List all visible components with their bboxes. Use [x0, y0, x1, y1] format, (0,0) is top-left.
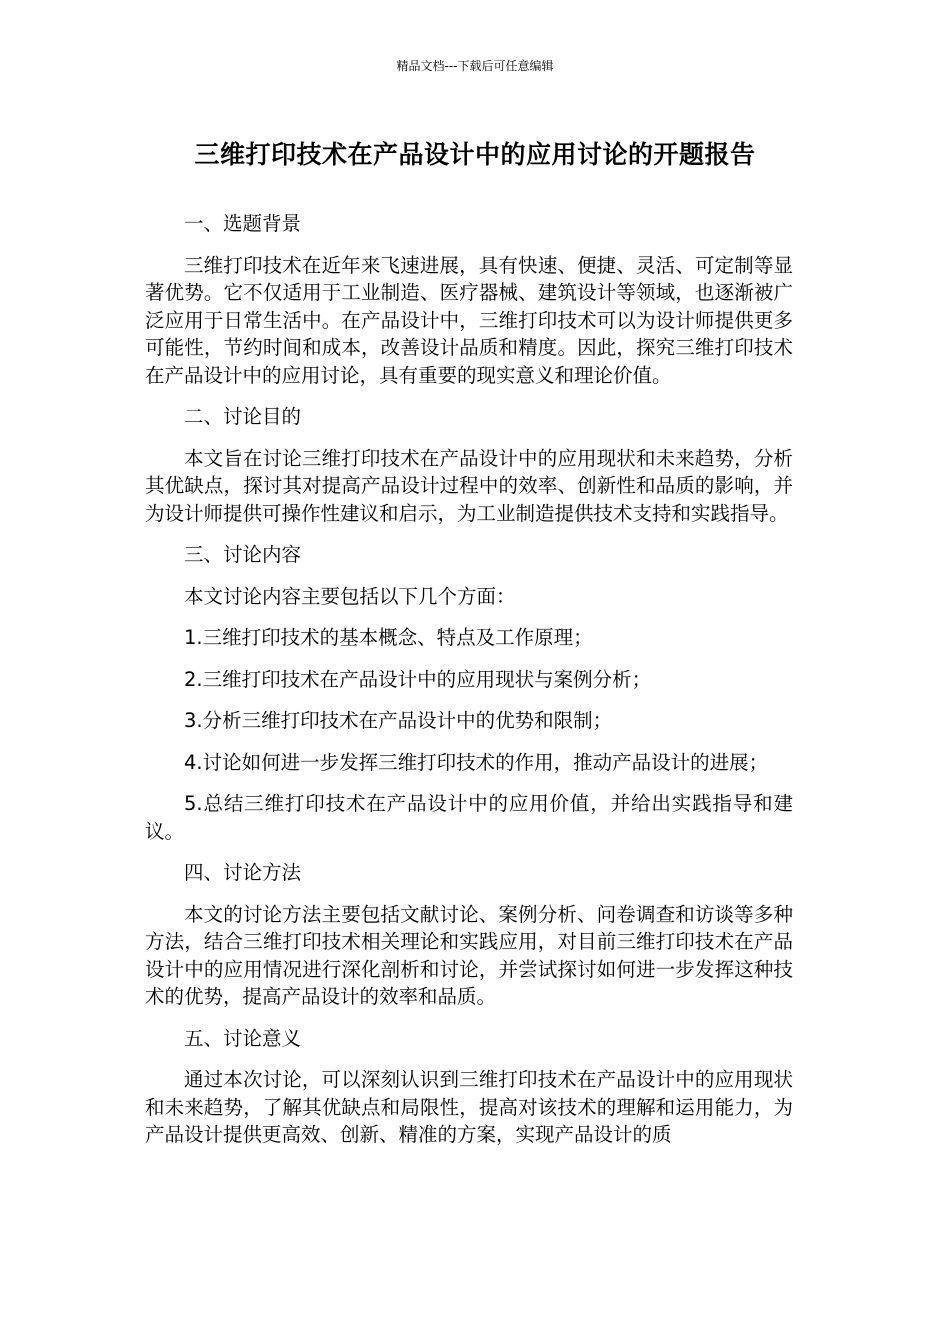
- document-title: 三维打印技术在产品设计中的应用讨论的开题报告: [194, 140, 756, 169]
- list-item: 5.总结三维打印技术在产品设计中的应用价值，并给出实践指导和建议。: [145, 792, 793, 843]
- document-body: [145, 210, 793, 1163]
- section-heading: 三、讨论内容: [184, 543, 302, 566]
- list-item: 1.三维打印技术的基本概念、特点及工作原理；: [184, 626, 593, 649]
- paragraph: 通过本次讨论，可以深刻认识到三维打印技术在产品设计中的应用现状和未来趋势，了解其优缺点和局限性，提高对该技术的理解和运用能力，为产品设计提供更高效、创新、精准的方案，实现产品设计的质: [145, 1068, 793, 1146]
- paragraph: 本文旨在讨论三维打印技术在产品设计中的应用现状和未来趋势，分析其优缺点，探讨其对提高产品设计过程中的效率、创新性和品质的影响，并为设计师提供可操作性建议和启示，为工业制造提供技术支持和实践指导。: [145, 446, 793, 525]
- section-heading: 四、讨论方法: [184, 861, 302, 884]
- paragraph: 本文讨论内容主要包括以下几个方面：: [184, 584, 516, 608]
- section-heading: 二、讨论目的: [184, 405, 302, 428]
- paragraph: 三维打印技术在近年来飞速进展，具有快速、便捷、灵活、可定制等显著优势。它不仅适用于工业制造、医疗器械、建筑设计等领域，也逐渐被广泛应用于日常生活中。在产品设计中，三维打印技术可以为设计师提供更多可能性，节约时间和成本，改善设计品质和精度。因此，探究三维打印技术在产品设计中的应用讨论，具有重要的现实意义和理论价值。: [145, 253, 793, 387]
- page-header: 精品文档---下载后可任意编辑: [396, 59, 554, 73]
- section-heading: 五、讨论意义: [184, 1026, 302, 1050]
- paragraph: 本文的讨论方法主要包括文献讨论、案例分析、问卷调查和访谈等多种方法，结合三维打印技术相关理论和实践应用，对目前三维打印技术在产品设计中的应用情况进行深化剖析和讨论，并尝试探讨如何进一步发挥这种技术的优势，提高产品设计的效率和品质。: [145, 902, 793, 1008]
- section-heading: 一、选题背景: [184, 212, 302, 235]
- list-item: 2.三维打印技术在产品设计中的应用现状与案例分析；: [184, 667, 652, 691]
- list-item: 4.讨论如何进一步发挥三维打印技术的作用，推动产品设计的进展；: [184, 750, 769, 774]
- list-item: 3.分析三维打印技术在产品设计中的优势和限制；: [184, 709, 613, 732]
